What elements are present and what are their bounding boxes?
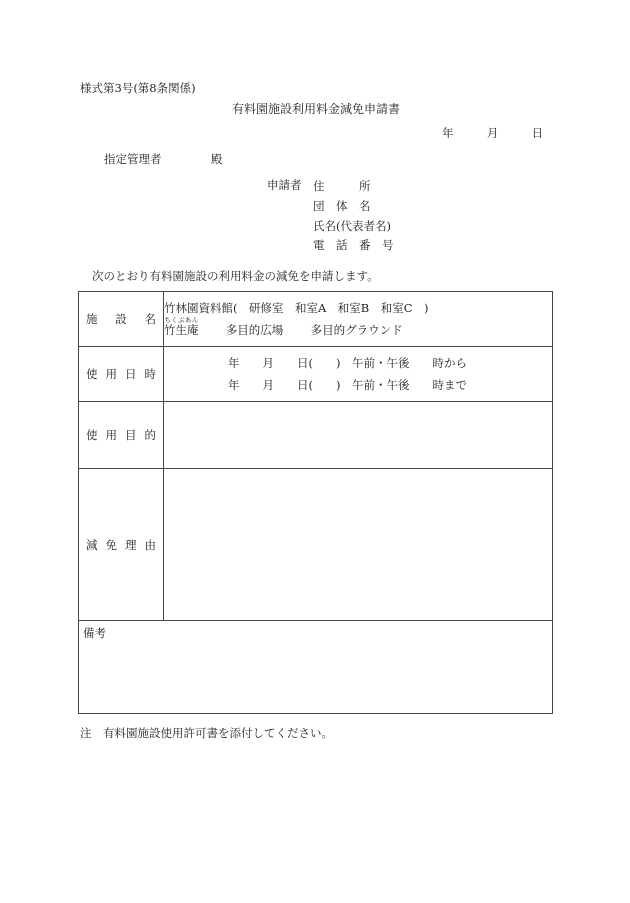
- date-month: 月: [486, 126, 499, 140]
- facility-label: 施 設 名: [86, 312, 156, 326]
- addressee-honorific: 殿: [210, 152, 223, 166]
- datetime-start[interactable]: 年 月 日( ) 午前・午後 時から: [228, 356, 467, 370]
- addressee-label: 指定管理者: [104, 152, 162, 166]
- remarks-label: 備考: [83, 626, 106, 640]
- purpose-label: 使 用 目 的: [86, 428, 156, 442]
- facility-options-line2: [164, 316, 552, 338]
- facility-label-cell: [79, 292, 164, 347]
- intro-text: 次のとおり有料園施設の利用料金の減免を申請します。: [92, 269, 379, 283]
- application-table: [78, 291, 553, 714]
- form-number: 様式第3号(第8条関係): [80, 81, 196, 95]
- applicant-address-field: 住 所: [313, 179, 371, 193]
- chikuseian-text: 竹生庵: [164, 323, 199, 338]
- purpose-input-cell[interactable]: [164, 402, 553, 469]
- datetime-label: 使 用 日 時: [86, 367, 156, 381]
- date-year: 年: [442, 126, 454, 140]
- applicant-fields: [313, 177, 394, 256]
- reason-input-cell[interactable]: [164, 469, 553, 621]
- reason-row: [79, 469, 553, 621]
- facility-option-chikuseian[interactable]: [164, 316, 199, 338]
- facility-option-museum[interactable]: 竹林園資料館( 研修室 和室A 和室B 和室C ): [164, 301, 429, 316]
- reason-label-cell: [79, 469, 164, 621]
- reason-label: 減 免 理 由: [86, 537, 156, 552]
- facility-option-plaza[interactable]: 多目的広場: [225, 323, 284, 338]
- datetime-row: [79, 347, 553, 402]
- date-line: [442, 125, 543, 141]
- footnote: 注 有料園施設使用許可書を添付してください。: [80, 726, 333, 740]
- datetime-end[interactable]: 年 月 日( ) 午前・午後 時まで: [228, 378, 467, 392]
- purpose-label-cell: [79, 402, 164, 469]
- facility-option-ground[interactable]: 多目的グラウンド: [310, 323, 403, 338]
- chikuseian-reading: ちくぶあん: [164, 316, 199, 325]
- form-title: 有料園施設利用料金減免申請書: [232, 102, 401, 116]
- purpose-row: [79, 402, 553, 469]
- datetime-label-cell: [79, 347, 164, 402]
- applicant-phone-field: 電 話 番 号: [313, 238, 394, 253]
- remarks-row: [79, 621, 553, 714]
- facility-row: [79, 292, 553, 347]
- addressee: [104, 151, 222, 167]
- facility-options-cell: [164, 292, 553, 347]
- date-day: 日: [531, 126, 544, 140]
- applicant-group-field: 団 体 名: [313, 198, 371, 213]
- remarks-cell[interactable]: [79, 621, 553, 714]
- applicant-label: 申請者: [267, 178, 302, 192]
- datetime-input-cell[interactable]: [164, 347, 553, 402]
- applicant-name-field: 氏名(代表者名): [313, 218, 391, 233]
